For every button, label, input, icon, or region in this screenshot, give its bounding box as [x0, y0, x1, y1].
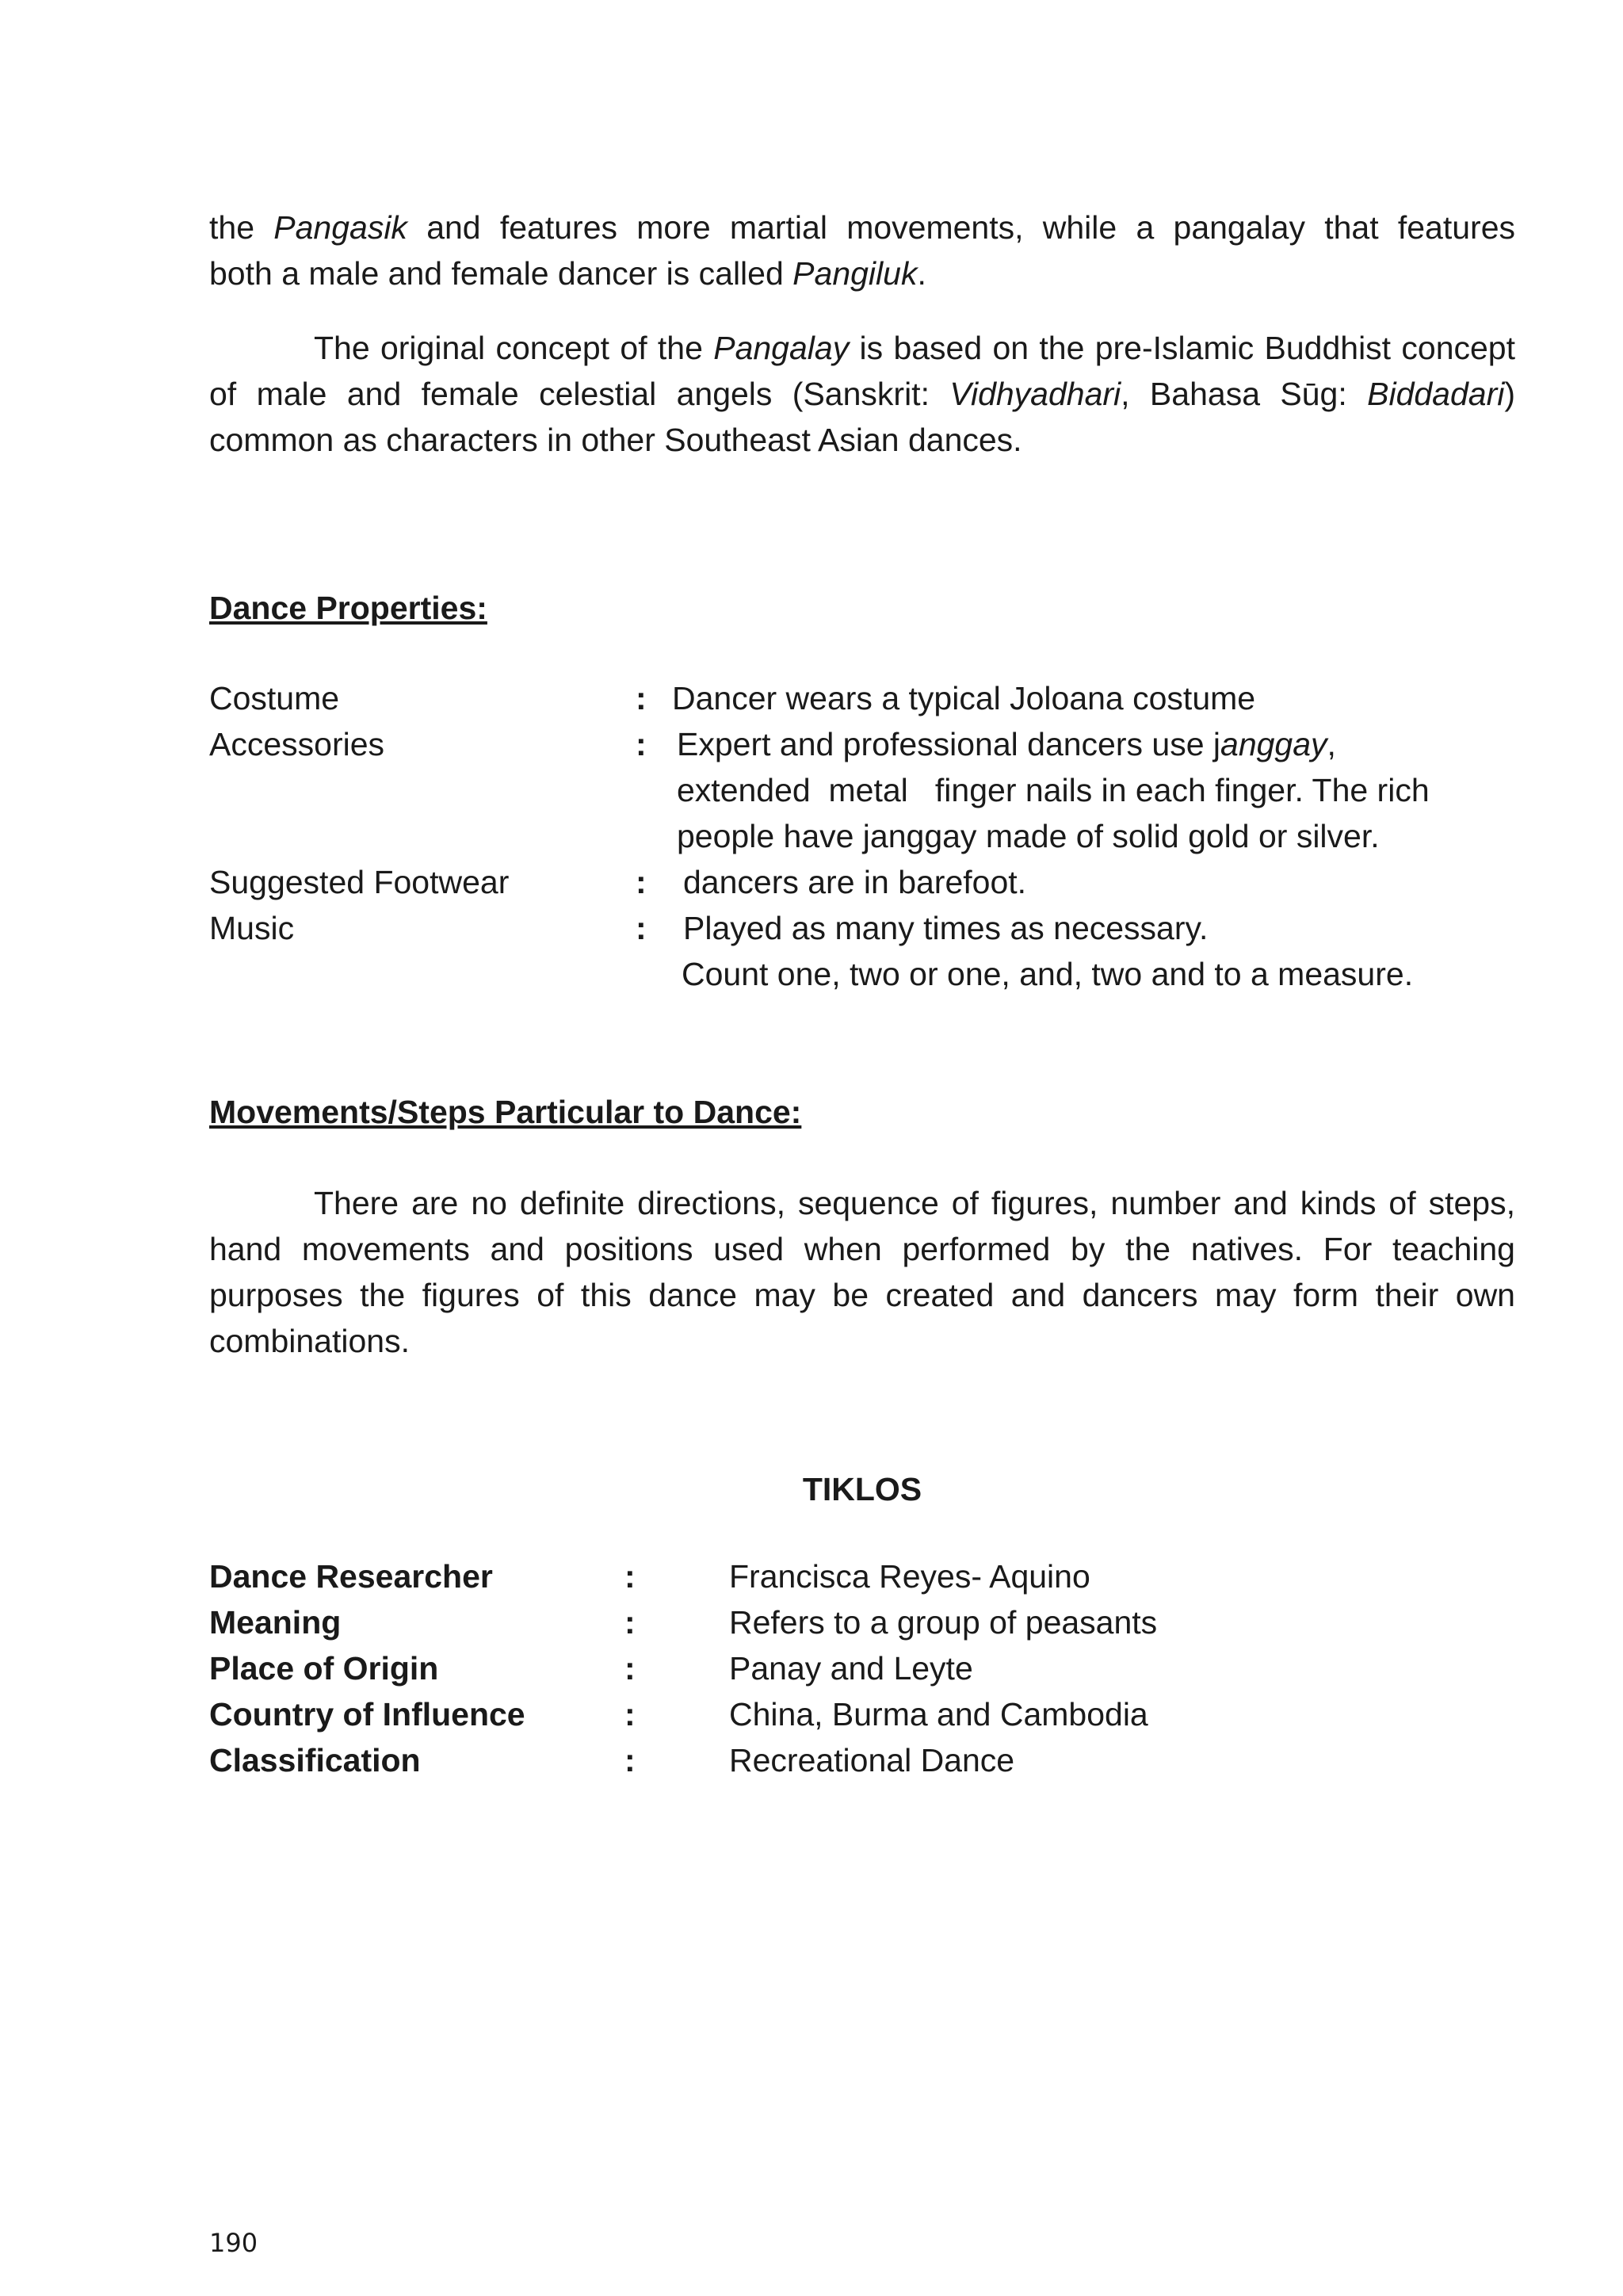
property-label: Music	[209, 910, 295, 946]
movements-paragraph: There are no definite directions, sequence of figures, number and kinds of steps, hand movements and positions used when performed by the natives. For teaching purposes the figures of this dance may be created and dancers may form their own combinations.	[209, 1185, 1515, 1359]
property-label: Accessories	[209, 726, 385, 762]
info-value: Francisca Reyes- Aquino	[729, 1558, 1090, 1595]
info-label: Country of Influence	[209, 1696, 525, 1733]
property-colon: :	[636, 910, 647, 946]
info-label: Place of Origin	[209, 1650, 439, 1687]
term-vidhyadhari: Vidhyadhari	[949, 376, 1121, 412]
property-value-continued: Count one, two or one, and, two and to a measure.	[682, 956, 1414, 992]
document-page	[209, 0, 1515, 2296]
property-value-continued: extended metal finger nails in each finger. The rich	[677, 772, 1430, 808]
tiklos-title: TIKLOS	[802, 1471, 922, 1507]
term-pangiluk: Pangiluk	[792, 255, 918, 292]
concept-text: is based on the pre-Islamic Buddhist concept of male and female celestial angels (Sanskrit:	[209, 330, 1515, 412]
info-value: China, Burma and Cambodia	[729, 1696, 1148, 1733]
intro-text: .	[917, 255, 926, 292]
property-label: Suggested Footwear	[209, 864, 510, 900]
property-colon: :	[636, 726, 647, 762]
info-label: Meaning	[209, 1604, 342, 1641]
info-colon: :	[624, 1558, 636, 1595]
info-value: Panay and Leyte	[729, 1650, 973, 1687]
property-value: dancers are in barefoot.	[683, 864, 1027, 900]
property-value	[677, 721, 1515, 767]
intro-paragraph	[209, 204, 1515, 296]
property-value-text: ,	[1327, 726, 1336, 762]
dance-properties-heading: Dance Properties:	[209, 590, 487, 626]
info-colon: :	[624, 1742, 636, 1778]
info-colon: :	[624, 1696, 636, 1733]
info-value: Refers to a group of peasants	[729, 1604, 1158, 1641]
concept-text: , Bahasa Sūg:	[1121, 376, 1368, 412]
intro-line-1	[209, 204, 1515, 250]
info-value: Recreational Dance	[729, 1742, 1015, 1778]
property-value: Dancer wears a typical Joloana costume	[672, 680, 1256, 716]
intro-line-2	[209, 250, 1515, 296]
intro-text: and features more martial movements, while a pangalay that features	[407, 209, 1515, 246]
info-label: Dance Researcher	[209, 1558, 493, 1595]
term-biddadari: Biddadari	[1367, 376, 1505, 412]
concept-text: The original concept of the	[314, 330, 714, 366]
intro-text: both a male and female dancer is called	[209, 255, 793, 292]
term-janggay: anggay	[1220, 726, 1327, 762]
info-label: Classification	[209, 1742, 421, 1778]
info-colon: :	[624, 1604, 636, 1641]
property-value-text: Expert and professional dancers use j	[677, 726, 1221, 762]
info-colon: :	[624, 1650, 636, 1687]
property-colon: :	[636, 680, 647, 716]
term-pangalay: Pangalay	[713, 330, 850, 366]
property-colon: :	[636, 864, 647, 900]
page-number: 190	[209, 2228, 258, 2258]
movements-heading: Movements/Steps Particular to Dance:	[209, 1094, 802, 1130]
intro-text: the	[209, 209, 274, 246]
property-label: Costume	[209, 680, 340, 716]
concept-paragraph	[209, 325, 1515, 463]
property-value: Played as many times as necessary.	[683, 910, 1209, 946]
concept-text: ) common as characters in other Southeast Asian dances.	[209, 376, 1516, 458]
term-pangasik: Pangasik	[273, 209, 407, 246]
property-value-continued: people have janggay made of solid gold or silver.	[677, 818, 1380, 854]
